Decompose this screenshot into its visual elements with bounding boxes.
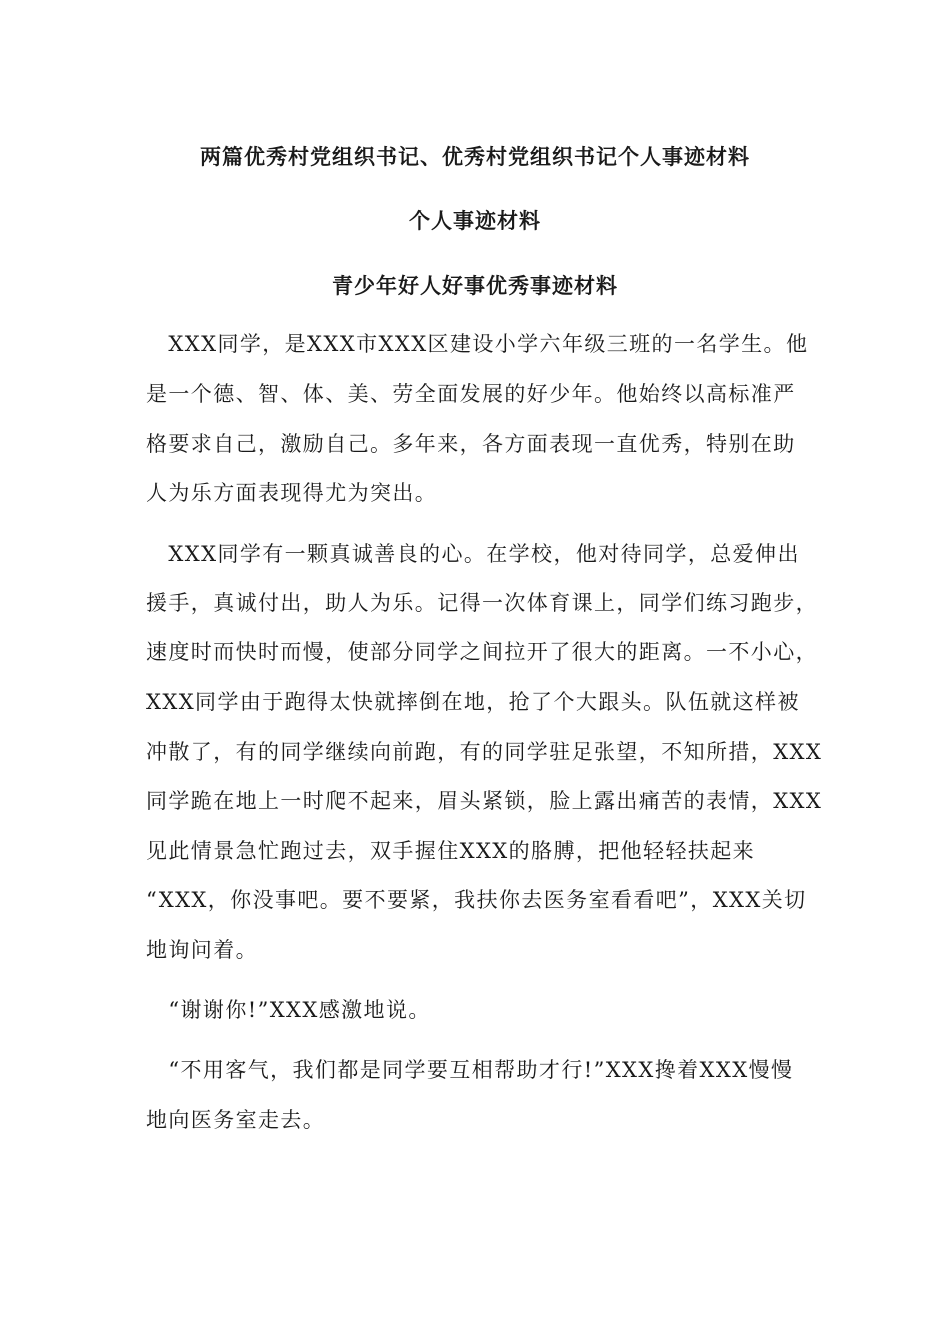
body-line: 援手，真诚付出，助人为乐。记得一次体育课上，同学们练习跑步， xyxy=(146,591,818,615)
document-title: 两篇优秀村党组织书记、优秀村党组织书记个人事迹材料 xyxy=(200,144,750,169)
body-line: “不用客气，我们都是同学要互相帮助才行!”XXX搀着XXX慢慢 xyxy=(146,1058,794,1082)
body-line: XXX同学有一颗真诚善良的心。在学校，他对待同学，总爱伸出 xyxy=(146,542,800,566)
body-line: 人为乐方面表现得尤为突出。 xyxy=(146,481,438,505)
body-line: “XXX，你没事吧。要不要紧，我扶你去医务室看看吧”，XXX关切 xyxy=(146,888,807,912)
body-line: 地向医务室走去。 xyxy=(146,1108,326,1132)
body-line: 速度时而快时而慢，使部分同学之间拉开了很大的距离。一不小心， xyxy=(146,640,818,664)
body-line: 同学跪在地上一时爬不起来，眉头紧锁，脸上露出痛苦的表情，XXX xyxy=(146,789,823,813)
section-title: 青少年好人好事优秀事迹材料 xyxy=(332,273,618,298)
body-line: 格要求自己，激励自己。多年来，各方面表现一直优秀，特别在助 xyxy=(146,432,796,456)
body-line: 冲散了，有的同学继续向前跑，有的同学驻足张望，不知所措，XXX xyxy=(146,740,823,764)
body-line: “谢谢你!”XXX感激地说。 xyxy=(146,998,431,1022)
body-line: XXX同学由于跑得太快就摔倒在地，抢了个大跟头。队伍就这样被 xyxy=(146,690,800,714)
body-line: 见此情景急忙跑过去，双手握住XXX的胳膊，把他轻轻扶起来 xyxy=(146,839,756,863)
document-subtitle: 个人事迹材料 xyxy=(409,208,541,233)
body-line: 地询问着。 xyxy=(146,938,258,962)
body-line: XXX同学，是XXX市XXX区建设小学六年级三班的一名学生。他 xyxy=(146,332,809,356)
body-line: 是一个德、智、体、美、劳全面发展的好少年。他始终以高标准严 xyxy=(146,382,796,406)
